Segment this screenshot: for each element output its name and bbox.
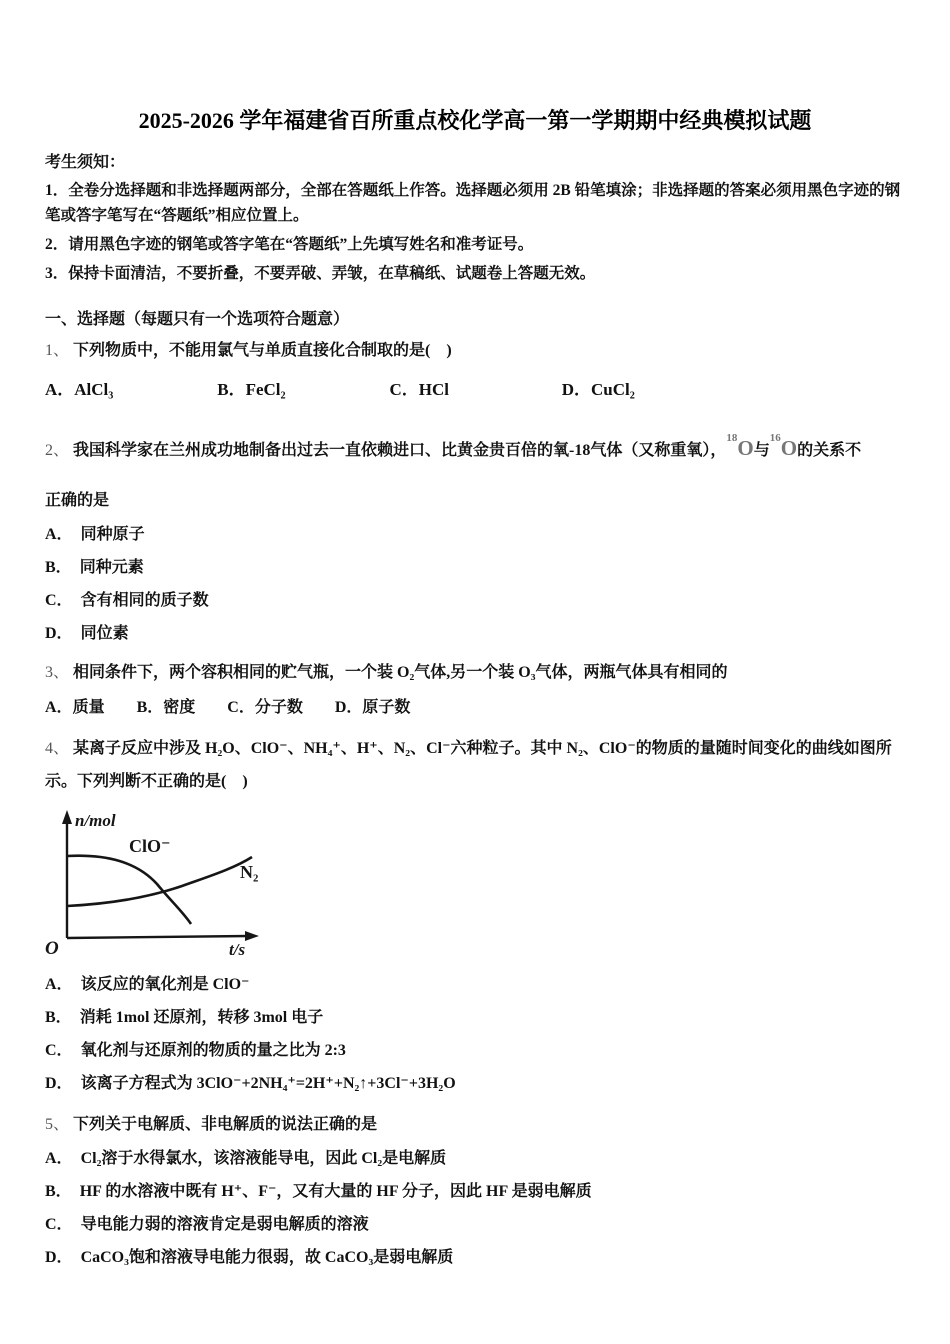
- q4-figure-chart: [37, 800, 347, 962]
- x-axis: [67, 936, 249, 938]
- curve-label-clo: ClO⁻: [129, 836, 171, 856]
- notice-item: [45, 232, 905, 257]
- question-text: 相同条件下，两个容积相同的贮气瓶，一个装 O₂气体,另一个装 O₃气体，两瓶气体具有相同的: [73, 664, 728, 681]
- question-3: [45, 662, 905, 684]
- page-title: 2025-2026 学年福建省百所重点校化学高一第一学期期中经典模拟试题: [138, 108, 812, 133]
- x-axis-label: t/s: [229, 940, 246, 959]
- y-axis-label: n/mol: [75, 811, 116, 830]
- option-a: A． Cl₂溶于水得氯水，该溶液能导电，因此 Cl₂是电解质: [45, 1150, 447, 1167]
- option-d: D．CuCl₂: [561, 380, 635, 399]
- question-3-options: [45, 697, 905, 719]
- question-text: 某离子反应中涉及 H₂O、ClO⁻、NH₄⁺、H⁺、N₂、Cl⁻六种粒子。其中 N₂、ClO⁻的物质的量随时间变化的曲线如图所示。下列判断不正确的是( ): [45, 740, 892, 790]
- section-heading: 一、选择题（每题只有一个选项符合题意）: [45, 311, 350, 328]
- option-c: C．分子数: [227, 699, 303, 716]
- option-c: C． 氧化剂与还原剂的物质的量之比为 2:3: [45, 1042, 346, 1059]
- notice-item-number: 3．: [45, 265, 69, 282]
- notice-heading: 考生须知：: [45, 154, 126, 171]
- question-5: [45, 1114, 905, 1136]
- option-d: D． CaCO₃饱和溶液导电能力很弱，故 CaCO₃是弱电解质: [45, 1249, 454, 1266]
- option-d: D． 该离子方程式为 3ClO⁻+2NH₄⁺=2H⁺+N₂↑+3Cl⁻+3H₂O: [45, 1075, 456, 1092]
- option-a: A． 同种原子: [45, 526, 145, 543]
- x-axis-arrow-icon: [245, 931, 259, 941]
- curve-label-n2: N₂: [240, 862, 259, 882]
- notice-item-text: 全卷分选择题和非选择题两部分，全部在答题纸上作答。选择题必须用 2B 铅笔填涂；非选择题的答案必须用黑色字迹的钢笔或答字笔写在“答题纸”相应位置上。: [45, 182, 901, 224]
- notice-item-number: 2．: [45, 236, 69, 253]
- n2-curve: [67, 857, 252, 906]
- option-a: A．AlCl₃: [45, 380, 114, 399]
- question-text: 我国科学家在兰州成功地制备出过去一直依赖进口、比黄金贵百倍的氧-18气体（又称重氧），: [73, 442, 727, 459]
- notice-item: [45, 261, 905, 286]
- question-number: 3、: [45, 664, 70, 681]
- option-b: B． 同种元素: [45, 559, 144, 576]
- question-4: [45, 732, 905, 798]
- question-1-options: [45, 379, 905, 401]
- option-b: B．密度: [136, 699, 196, 716]
- question-number: 4、: [45, 740, 70, 757]
- notice-item-text: 请用黑色字迹的钢笔或答字笔在“答题纸”上先填写姓名和准考证号。: [68, 236, 534, 253]
- option-b: B．FeCl₂: [217, 380, 286, 399]
- option-c: C．HCl: [389, 380, 450, 399]
- option-b: B． HF 的水溶液中既有 H⁺、F⁻，又有大量的 HF 分子，因此 HF 是弱电解质: [45, 1183, 592, 1200]
- notice-item: [45, 178, 905, 228]
- question-2-continuation: 正确的是: [45, 492, 110, 509]
- y-axis-arrow-icon: [62, 810, 72, 824]
- option-c: C． 导电能力弱的溶液肯定是弱电解质的溶液: [45, 1216, 369, 1233]
- question-1: [45, 340, 905, 362]
- question-text: 下列关于电解质、非电解质的说法正确的是: [73, 1116, 378, 1133]
- question-number: 2、: [45, 442, 70, 459]
- option-c: C． 含有相同的质子数: [45, 592, 209, 609]
- option-d: D． 同位素: [45, 625, 129, 642]
- question-text: 下列物质中，不能用氯气与单质直接化合制取的是( ): [73, 342, 452, 359]
- isotope-18O: $^{18}$O: [726, 432, 754, 460]
- option-b: B． 消耗 1mol 还原剂，转移 3mol 电子: [45, 1009, 324, 1026]
- question-2: 2、 我国科学家在兰州成功地制备出过去一直依赖进口、比黄金贵百倍的氧-18气体（又称重氧），$^{18}$O与$^{16}$O的关系不: [45, 432, 862, 460]
- notice-item-number: 1．: [45, 182, 69, 199]
- question-number: 5、: [45, 1116, 70, 1133]
- option-a: A．质量: [45, 699, 105, 716]
- isotope-16O: $^{16}$O: [769, 432, 798, 460]
- option-d: D．原子数: [334, 699, 411, 716]
- notice-item-text: 保持卡面清洁，不要折叠，不要弄破、弄皱，在草稿纸、试题卷上答题无效。: [68, 265, 596, 282]
- origin-label: O: [45, 938, 59, 959]
- option-a: A． 该反应的氧化剂是 ClO⁻: [45, 976, 250, 993]
- question-number: 1、: [45, 342, 70, 359]
